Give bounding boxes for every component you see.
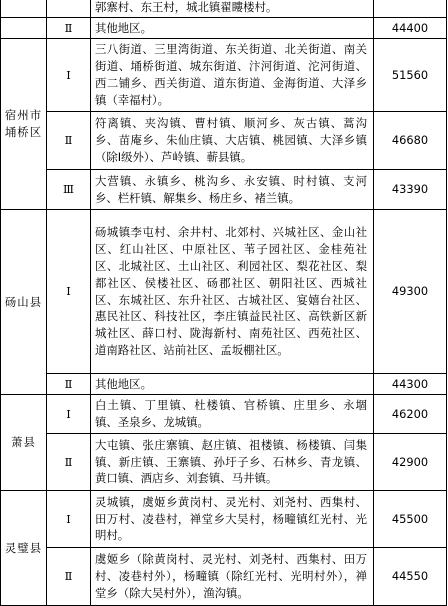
area-cell xyxy=(1,0,47,18)
scope-cell: 砀城镇李屯村、余井村、北郊村、兴城社区、金山社区、红山社区、中原社区、苇子园社区、金桂苑社区、北城社区、土山社区、利园社区、梨花社区、梨都社区、侯楼社区、砀郡社区、朝阳社区、西城社区、东城社区、东升社区、古城社区、宴嬉台社区、惠民社区、科技社区，李庄镇益民社区、高铁新区新城社区、薛口村、陇海新村、南苑社区、西苑社区、道南路社区、站前社区、孟坂棚社区。 xyxy=(91,210,374,374)
scope-cell: 郭寨村、东王村，城北镇翟瞜楼村。 xyxy=(91,0,374,18)
standard-cell: 42900 xyxy=(374,434,447,491)
standard-cell: 46200 xyxy=(374,395,447,434)
table-row xyxy=(1,548,447,606)
grade-cell: Ⅰ xyxy=(47,210,91,374)
area-cell: 灵璧县 xyxy=(1,491,47,606)
table-row xyxy=(1,434,447,491)
scope-cell: 虞姬乡（除黄岗村、灵光村、刘尧村、西集村、田万村、凌巷村外），杨疃镇（除红光村、光明村外），禅堂乡（除大吴村外），渔沟镇。 xyxy=(91,548,374,606)
standard-cell: 43390 xyxy=(374,170,447,210)
standard-cell xyxy=(374,0,447,18)
scope-cell: 符离镇、夹沟镇、曹村镇、顺河乡、灰古镇、蒿沟乡、苗庵乡、朱仙庄镇、大店镇、桃园镇、大泽乡镇（除Ⅰ级外）、芦岭镇、蕲县镇。 xyxy=(91,112,374,170)
grade-cell: Ⅰ xyxy=(47,39,91,112)
standard-cell: 44550 xyxy=(374,548,447,606)
standard-cell: 49300 xyxy=(374,210,447,374)
table-row xyxy=(1,112,447,170)
scope-cell: 大营镇、永镇乡、桃沟乡、永安镇、时村镇、支河乡、栏杆镇、解集乡、杨庄乡、褚兰镇。 xyxy=(91,170,374,210)
scope-cell: 其他地区。 xyxy=(91,18,374,39)
grade-cell: Ⅰ xyxy=(47,395,91,434)
grade-cell: Ⅱ xyxy=(47,548,91,606)
area-cell: 宿州市埇桥区 xyxy=(1,39,47,210)
grade-cell xyxy=(47,0,91,18)
grade-cell: Ⅲ xyxy=(47,170,91,210)
grade-cell: Ⅱ xyxy=(47,434,91,491)
table-row xyxy=(1,18,447,39)
standard-cell: 44400 xyxy=(374,18,447,39)
table-row xyxy=(1,374,447,395)
scope-cell: 大屯镇、张庄寨镇、赵庄镇、祖楼镇、杨楼镇、闫集镇、新庄镇、王寨镇、孙圩子乡、石林乡、青龙镇、黄口镇、酒店乡、刘套镇、马井镇。 xyxy=(91,434,374,491)
table-row xyxy=(1,491,447,548)
standard-cell: 45500 xyxy=(374,491,447,548)
table-row xyxy=(1,210,447,374)
grade-cell: Ⅱ xyxy=(47,374,91,395)
scope-cell: 其他地区。 xyxy=(91,374,374,395)
table-row xyxy=(1,0,447,18)
grade-cell: Ⅱ xyxy=(47,112,91,170)
area-cell: 萧县 xyxy=(1,395,47,491)
area-cell: 砀山县 xyxy=(1,210,47,395)
grade-cell: Ⅰ xyxy=(47,491,91,548)
grade-cell: Ⅱ xyxy=(47,18,91,39)
standard-cell: 46680 xyxy=(374,112,447,170)
table-row xyxy=(1,170,447,210)
standard-cell: 51560 xyxy=(374,39,447,112)
table-row xyxy=(1,395,447,434)
standard-cell: 44300 xyxy=(374,374,447,395)
scope-cell: 灵城镇，虞姬乡黄岗村、灵光村、刘尧村、西集村、田万村、凌巷村，禅堂乡大吴村，杨疃镇红光村、光明村。 xyxy=(91,491,374,548)
area-cell xyxy=(1,18,47,39)
table-row xyxy=(1,39,447,112)
scope-cell: 白土镇、丁里镇、杜楼镇、官桥镇、庄里乡、永堌镇、圣泉乡、龙城镇。 xyxy=(91,395,374,434)
scope-cell: 三八街道、三里湾街道、东关街道、北关街道、南关街道、埇桥街道、城东街道、汴河街道、沱河街道、西二铺乡、西关街道、道东街道、金海街道、大泽乡镇（幸福村）。 xyxy=(91,39,374,112)
